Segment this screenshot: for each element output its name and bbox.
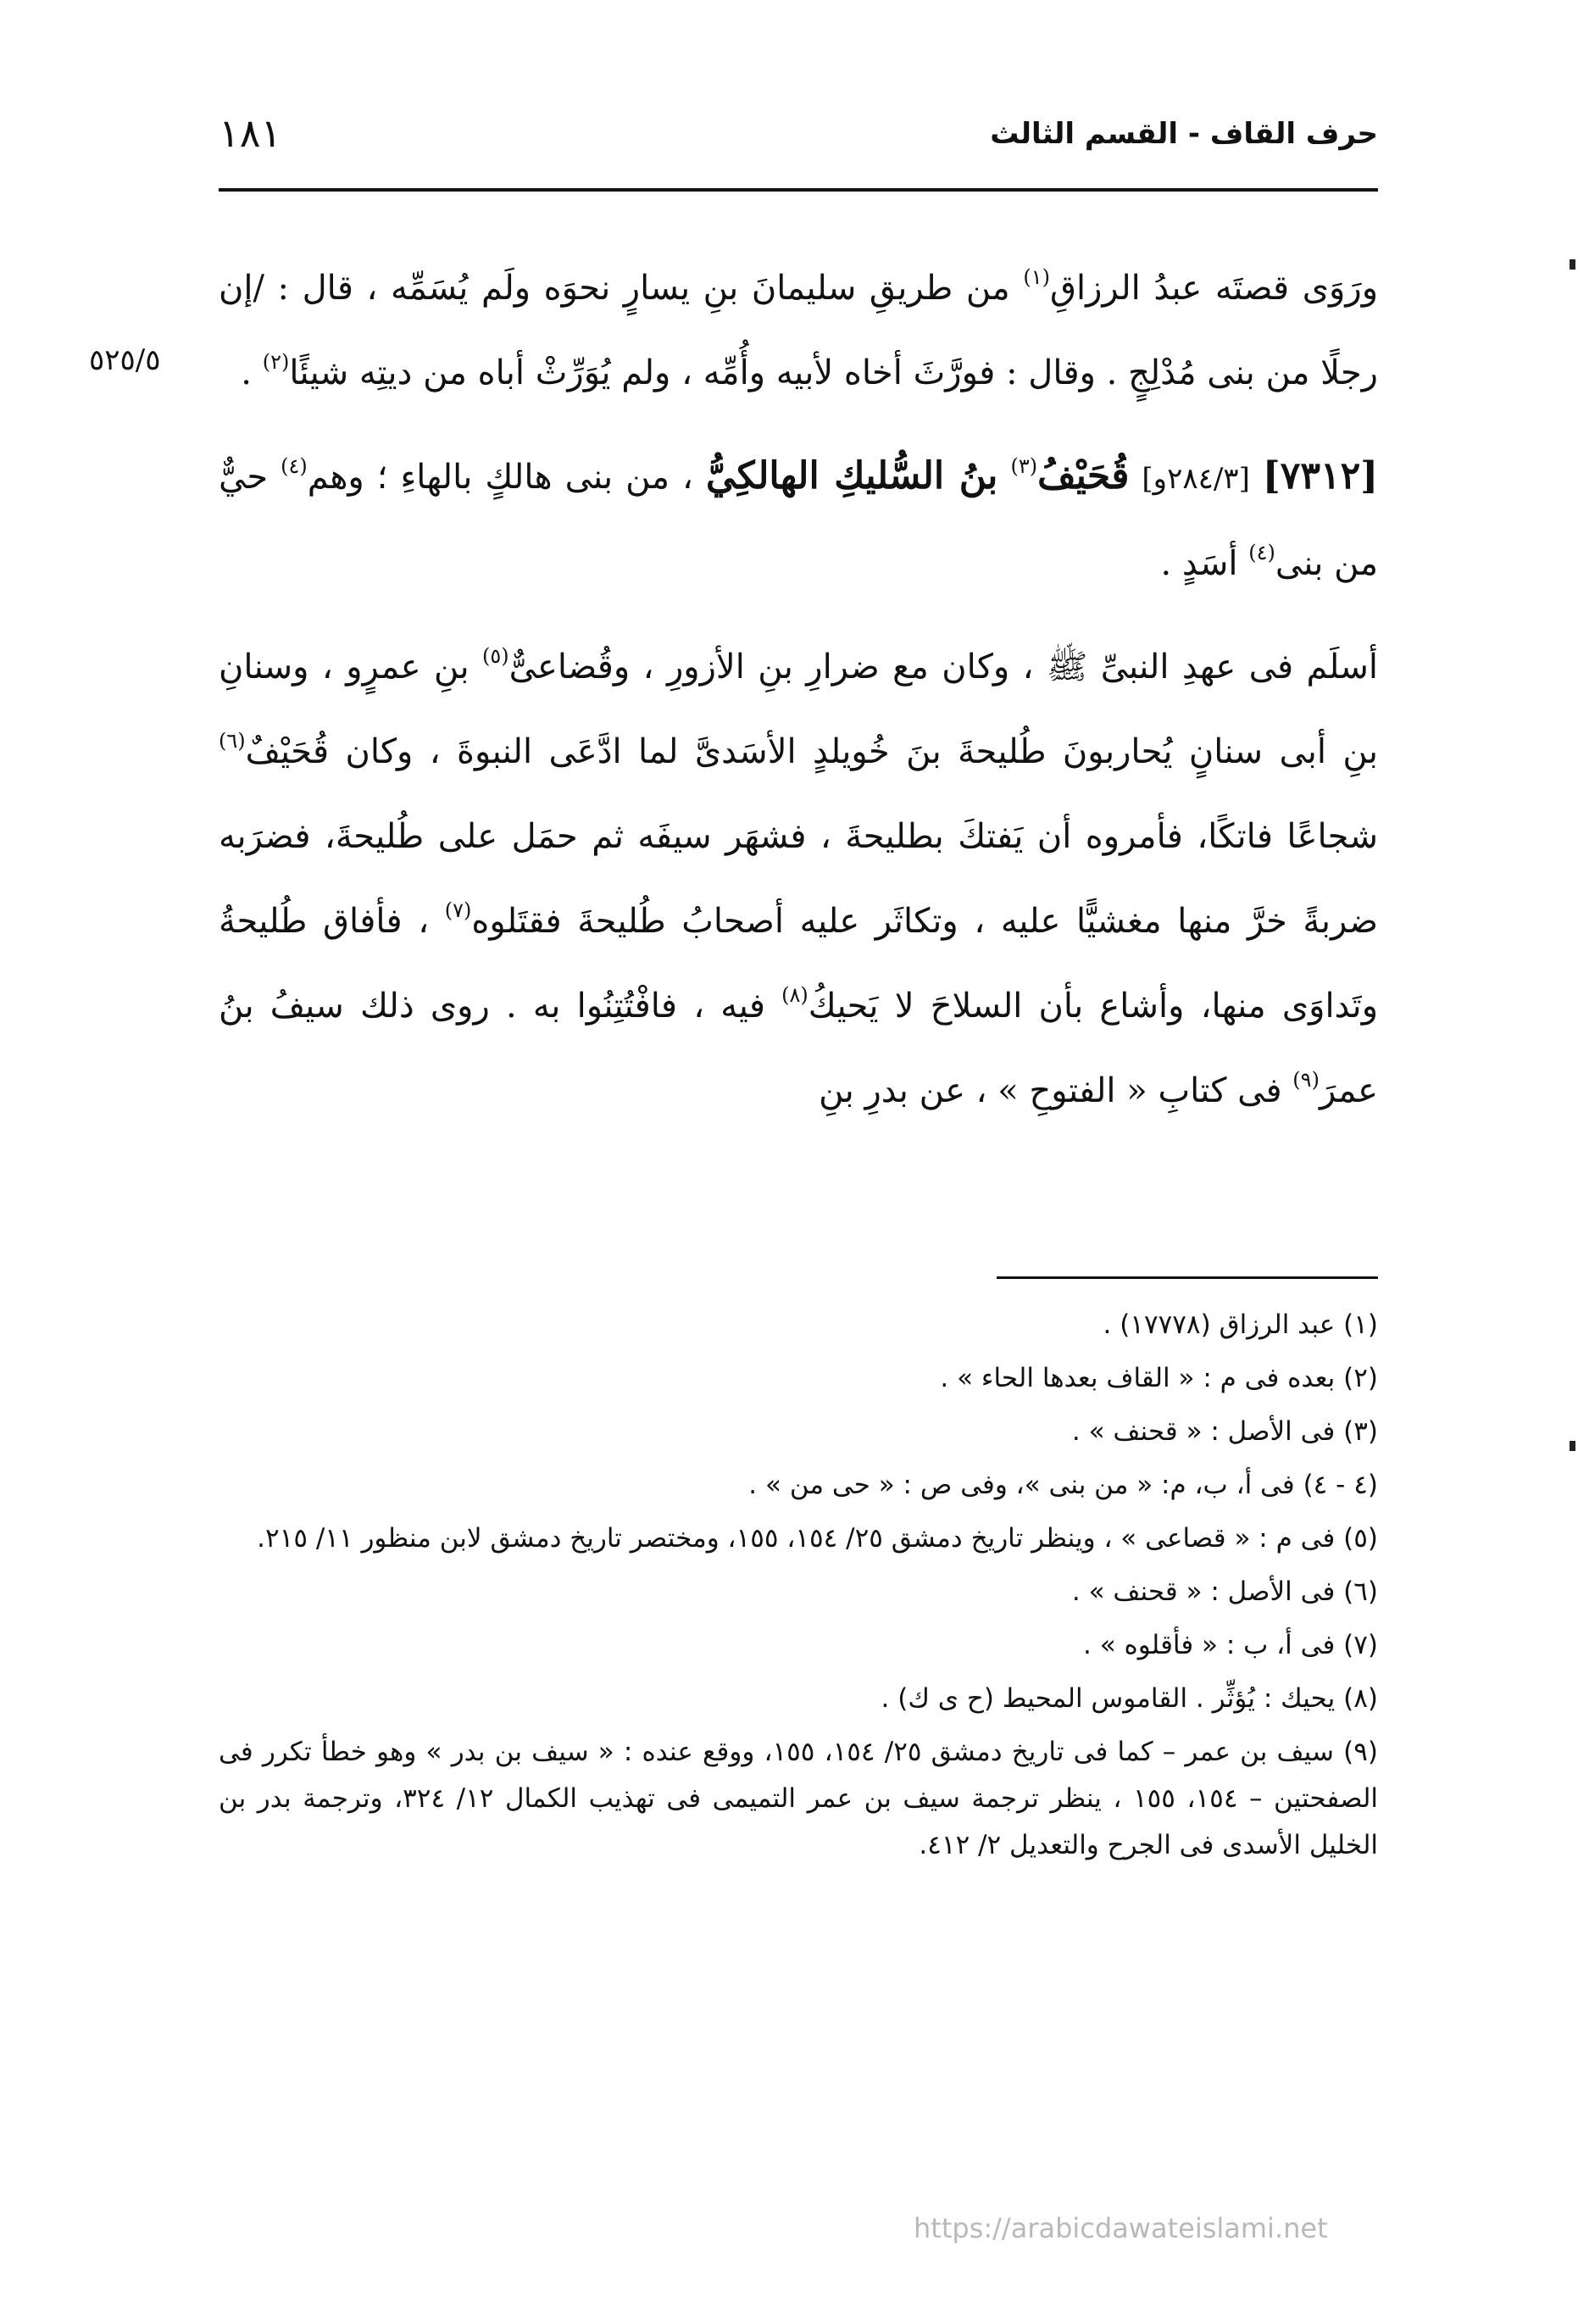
page-header xyxy=(219,110,1378,176)
footnote-ref-8: (٨) xyxy=(781,983,808,1007)
text-run: أسلَم فى عهدِ النبىِّ ﷺ ، وكان مع ضرارِ بنِ الأزورِ ، وقُضاعىٌّ xyxy=(508,648,1378,687)
page-number: ١٨١ xyxy=(219,110,282,156)
footnote-1: (١) عبد الرزاق (١٧٧٧٨) . xyxy=(1103,1309,1378,1340)
footnote-ref-4a: (٤) xyxy=(281,454,308,478)
margin-reference: ٥٢٥/٥ xyxy=(89,343,161,377)
text-run: حيٌّ من بنى xyxy=(219,458,1378,583)
scan-edge-mark xyxy=(1570,259,1575,270)
watermark-url: https://arabicdawateislami.net xyxy=(914,2212,1328,2244)
text-run: من طريقِ سليمانَ بنِ يسارٍ نحوَه ولَم يُسَمِّه ، قال : /إن رجلًا من بنى مُدْلِجٍ . وقال : فورَّثَ أخاه لأبيه وأُمِّه ، ولم يُوَرِّثْ أباه من ديتِه شيئًا xyxy=(219,269,1378,392)
footnote-ref-2: (٢) xyxy=(262,350,290,374)
paragraph-3 xyxy=(219,625,1378,1133)
entry-name: قُحَيْفُ xyxy=(1037,454,1130,498)
footnote-9: (٩) سيف بن عمر – كما فى تاريخ دمشق ٢٥/ ١٥٤، ١٥٥، ووقع عنده : « سيف بن بدر » وهو خطأ تكرر فى الصفحتين – ١٥٤، ١٥٥ ، ينظر ترجمة سيف بن عمر التميمى فى تهذيب الكمال ١٢/ ٣٢٤، وترجمة بدر بن الخليل الأسدى فى الجرح والتعديل ٢/ ٤١٢. xyxy=(219,1737,1379,1860)
footnote-4: (٤ - ٤) فى أ، ب، م: « من بنى »، وفى ص : « حى من » . xyxy=(748,1470,1378,1500)
footnote-ref-9: (٩) xyxy=(1292,1068,1320,1092)
text-run: . xyxy=(241,353,263,392)
text-run: ، فأفاق طُليحةُ وتَداوَى منها، وأشاع بأن السلاحَ لا يَحيكُ xyxy=(219,902,1379,1026)
text-run: ، من بنى هالكٍ بالهاءِ ؛ وهم xyxy=(307,458,693,497)
footnotes xyxy=(219,1302,1378,1876)
footnote-ref-4b: (٤) xyxy=(1248,541,1275,564)
main-text xyxy=(219,246,1378,1133)
entry-number: [٧٣١٢] xyxy=(1262,454,1379,498)
footnote-separator xyxy=(997,1276,1378,1279)
volume-page-ref: [٢٨٤/٣و] xyxy=(1142,462,1250,496)
text-run: فى كتابِ « الفتوحِ » ، عن بدرِ بنِ xyxy=(819,1071,1293,1110)
text-run: فيه ، فافْتُتِنُوا به . روى ذلك سيفُ بنُ عمرَ xyxy=(219,987,1378,1110)
text-run: ورَوَى قصتَه عبدُ الرزاقِ xyxy=(1049,269,1379,308)
footnote-ref-3: (٣) xyxy=(1010,454,1038,478)
footnote-ref-7: (٧) xyxy=(444,898,472,922)
paragraph-1 xyxy=(219,246,1378,415)
footnote-8: (٨) يحيك : يُؤثِّر . القاموس المحيط (ح ى ك) . xyxy=(881,1683,1378,1714)
text-run: شجاعًا فاتكًا، فأمروه أن يَفتكَ بطليحةَ ، فشهَر سيفَه ثم حمَل على طُليحةَ، فضرَبه ضربةً خرَّ منها مغشيًّا عليه ، وتكاثَر عليه أصحابُ طُليحةَ فقتَلوه xyxy=(219,817,1378,941)
footnote-2: (٢) بعده فى م : « القاف بعدها الحاء » . xyxy=(940,1363,1378,1393)
footnote-3: (٣) فى الأصل : « قحنف » . xyxy=(1071,1416,1378,1447)
footnote-ref-6: (٦) xyxy=(219,729,246,753)
text-run: بنِ عمرٍو ، وسنانِ بنِ أبى سنانٍ يُحاربونَ طُليحةَ بنَ خُويلدٍ الأسَدىَّ لما ادَّعَى النبوةَ ، وكان قُحَيْفٌ xyxy=(219,648,1378,771)
scan-edge-mark xyxy=(1570,1441,1575,1451)
footnote-5: (٥) فى م : « قصاعى » ، وينظر تاريخ دمشق ٢٥/ ١٥٤، ١٥٥، ومختصر تاريخ دمشق لابن منظور ١١/ ٢١٥. xyxy=(257,1523,1378,1554)
footnote-ref-5: (٥) xyxy=(482,644,509,668)
footnote-6: (٦) فى الأصل : « قحنف » . xyxy=(1071,1576,1378,1607)
entry-name-lineage: بنُ السُّليكِ الهالكِيُّ xyxy=(705,454,998,498)
text-run: أسَدٍ . xyxy=(1160,544,1249,583)
footnote-7: (٧) فى أ، ب : « فأقلوه » . xyxy=(1083,1630,1378,1660)
entry-heading xyxy=(219,434,1378,606)
running-title: حرف القاف - القسم الثالث xyxy=(990,117,1378,151)
header-rule xyxy=(219,188,1378,192)
footnote-ref-1: (١) xyxy=(1023,265,1050,289)
